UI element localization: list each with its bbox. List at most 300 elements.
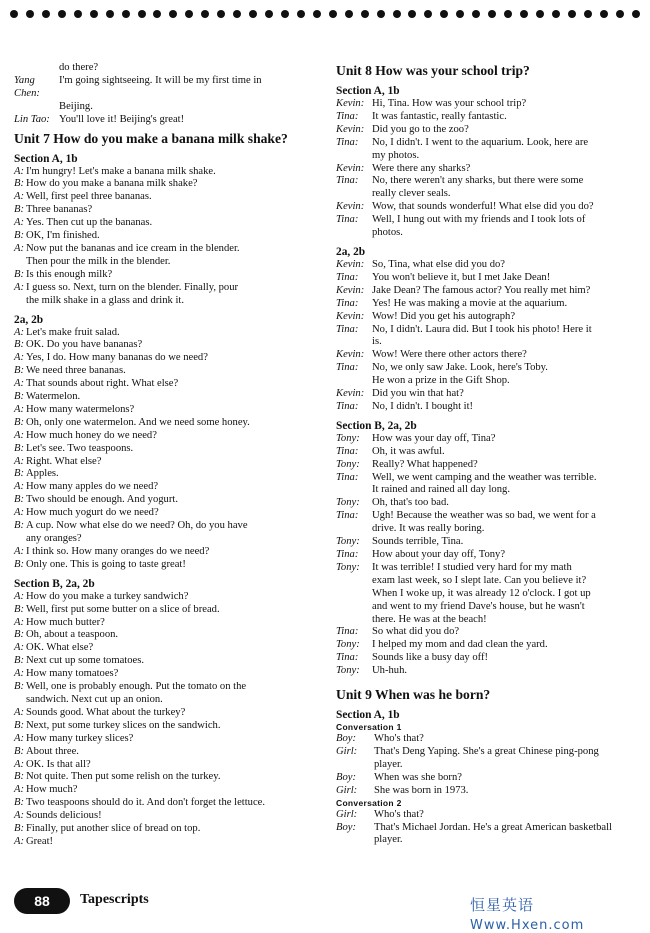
speaker-label: B: (14, 416, 24, 428)
dialogue-text: Two should be enough. And yogurt. (26, 494, 178, 506)
dialogue-text: You'll love it! Beijing's great! (59, 113, 185, 125)
section-heading: Section A, 1b (336, 85, 400, 97)
dialogue-line (14, 178, 314, 191)
dialogue-line (14, 75, 314, 101)
dialogue-text: OK, I'm finished. (26, 230, 100, 242)
speaker-label: B: (14, 629, 24, 641)
speaker-label (14, 694, 26, 707)
speaker-label (336, 575, 372, 588)
dialogue-line (14, 642, 314, 655)
dialogue-text: the milk shake in a glass and drink it. (26, 294, 184, 306)
dialogue-text: my photos. (372, 149, 420, 161)
dialogue-text: How about your day off, Tony? (372, 549, 506, 560)
border-dot (265, 10, 273, 18)
dialogue-text: sandwich. Next cut up an onion. (26, 693, 163, 705)
unit8-sections (336, 84, 634, 678)
dialogue-line (14, 191, 314, 204)
watermark (470, 894, 650, 933)
border-dot (106, 10, 114, 18)
dialogue-text: Now put the bananas and ice cream in the blender. (26, 242, 240, 254)
dialogue-line (14, 494, 314, 507)
speaker-label (14, 101, 59, 114)
dialogue-text: How many watermelons? (26, 403, 135, 415)
dialogue-text: That sounds about right. What else? (26, 378, 179, 390)
speaker-label: Tony: (336, 639, 360, 651)
dialogue-line (14, 365, 314, 378)
border-dot (217, 10, 225, 18)
dialogue-text: Then pour the milk in the blender. (26, 255, 171, 267)
dialogue-line (14, 295, 314, 308)
dialogue-line (336, 510, 634, 523)
speaker-label: Tony: (336, 432, 360, 444)
border-dot (281, 10, 289, 18)
dialogue-text: When was she born? (374, 771, 462, 783)
speaker-label: Girl: (336, 745, 358, 757)
border-dot (377, 10, 385, 18)
dialogue-text: So what did you do? (372, 626, 460, 638)
dialogue-text: It rained and rained all day long. (372, 484, 510, 496)
dialogue-text: any oranges? (26, 533, 82, 544)
speaker-label: Tina: (336, 400, 359, 412)
speaker-label: A: (14, 281, 24, 293)
dialogue-text: Finally, put another slice of bread on top. (26, 823, 201, 835)
dialogue-text: Well, we went camping and the weather was terrible. (372, 471, 597, 483)
dialogue-line (14, 404, 314, 417)
speaker-label: Tony: (336, 458, 360, 470)
dialogue-line (14, 707, 314, 720)
speaker-label: Tina: (336, 214, 359, 226)
dialogue-text: Wow! Did you get his autograph? (372, 310, 516, 322)
border-dot (26, 10, 34, 18)
dialogue-text: Who's that? (374, 808, 424, 820)
dialogue-text: Oh, it was awful. (372, 445, 445, 457)
speaker-label: A: (14, 616, 24, 628)
page-number-badge (14, 888, 70, 914)
border-dot (138, 10, 146, 18)
dialogue-text: player. (374, 834, 403, 846)
dialogue-text: Oh, about a teaspoon. (26, 629, 119, 641)
dialogue-text: Ugh! Because the weather was so bad, we went for a (372, 510, 596, 522)
dialogue-line (336, 614, 634, 627)
speaker-label: A: (14, 352, 24, 364)
dialogue-text: Really? What happened? (372, 458, 478, 470)
dialogue-text: Not quite. Then put some relish on the turkey. (26, 771, 221, 783)
dialogue-line (14, 694, 314, 707)
dialogue-line (14, 62, 314, 75)
speaker-label: Tina: (336, 626, 359, 638)
dialogue-text: I'm hungry! Let's make a banana milk shake. (26, 165, 216, 177)
dialogue-line (336, 227, 634, 240)
dialogue-line (14, 784, 314, 797)
dialogue-text: It was fantastic, really fantastic. (372, 110, 507, 122)
dialogue-text: Sounds good. What about the turkey? (26, 706, 186, 718)
dialogue-text: Uh-huh. (372, 665, 408, 677)
dialogue-text: How much honey do we need? (26, 429, 157, 441)
dialogue-line (14, 591, 314, 604)
speaker-label: B: (14, 204, 24, 216)
speaker-label: Lin Tao: (14, 113, 50, 125)
dialogue-line (14, 166, 314, 179)
speaker-label: A: (14, 784, 24, 796)
dialogue-text: No, there weren't any sharks, but there were some (372, 175, 584, 187)
dialogue-line (14, 443, 314, 456)
unit9-title: Unit 9 When was he born? (336, 687, 491, 703)
speaker-label (14, 62, 59, 75)
speaker-label: A: (14, 706, 24, 718)
dialogue-text: I think so. How many oranges do we need? (26, 545, 210, 557)
speaker-label: A: (14, 191, 24, 203)
speaker-label: Boy: (336, 733, 356, 745)
dialogue-line (14, 269, 314, 282)
border-dot (329, 10, 337, 18)
dialogue-line (336, 175, 634, 188)
dialogue-text: Let's see. Two teaspoons. (26, 442, 134, 454)
dialogue-line (336, 772, 634, 785)
border-dot (456, 10, 464, 18)
speaker-label: B: (14, 558, 24, 570)
section-heading: Section B, 2a, 2b (336, 419, 417, 432)
speaker-label: B: (14, 771, 24, 783)
speaker-label: A: (14, 481, 24, 493)
dialogue-text: Oh, only one watermelon. And we need some honey. (26, 416, 250, 428)
speaker-label: A: (14, 732, 24, 744)
speaker-label: Tina: (336, 323, 359, 335)
dialogue-line (14, 810, 314, 823)
speaker-label: Tina: (336, 445, 359, 457)
dialogue-line (14, 507, 314, 520)
dialogue-line (336, 626, 634, 639)
dialogue-line (14, 771, 314, 784)
dialogue-text: Jake Dean? The famous actor? You really met him? (372, 284, 591, 296)
speaker-label: Tony: (336, 665, 360, 677)
speaker-label (336, 588, 372, 601)
dialogue-text: Is this enough milk? (26, 268, 113, 280)
border-dot (58, 10, 66, 18)
speaker-label (14, 533, 26, 546)
speaker-label: Girl: (336, 784, 358, 796)
border-dot (185, 10, 193, 18)
dialogue-line (14, 282, 314, 295)
dialogue-text: He won a prize in the Gift Shop. (372, 375, 510, 387)
speaker-label (336, 601, 372, 614)
conversation-label: Conversation 2 (336, 797, 402, 808)
dialogue-text: Yes, I do. How many bananas do we need? (26, 352, 208, 364)
dialogue-text: Were there any sharks? (372, 162, 471, 174)
dialogue-text: Oh, that's too bad. (372, 497, 449, 509)
dialogue-line (14, 720, 314, 733)
speaker-label (336, 188, 372, 201)
dialogue-line (14, 114, 314, 127)
speaker-label: Tina: (336, 271, 359, 283)
dialogue-line (14, 352, 314, 365)
speaker-label (336, 484, 372, 497)
right-column (336, 62, 634, 847)
dialogue-line (14, 256, 314, 269)
border-dot (361, 10, 369, 18)
speaker-label: A: (14, 326, 24, 338)
watermark-cn: 恒星英语 (470, 896, 535, 914)
speaker-label (336, 336, 372, 349)
speaker-label: Yang Chen: (14, 74, 40, 99)
conversation-label: Conversation 1 (336, 722, 402, 733)
dialogue-text: Who's that? (374, 733, 424, 745)
dialogue-text: exam last week, so I slept late. Can you believe it? (372, 574, 587, 586)
dialogue-text: photos. (372, 227, 403, 239)
border-dot (313, 10, 321, 18)
dialogue-text: Sounds terrible, Tina. (372, 536, 464, 548)
border-dot (74, 10, 82, 18)
dialogue-line (336, 834, 634, 847)
dialogue-line (336, 785, 634, 798)
speaker-label: B: (14, 494, 24, 506)
dialogue-line (14, 456, 314, 469)
unit7-title: Unit 7 How do you make a banana milk shake? (14, 130, 288, 146)
speaker-label: A: (14, 429, 24, 441)
dialogue-line (336, 388, 634, 401)
border-dot (520, 10, 528, 18)
speaker-label: B: (14, 520, 24, 532)
dialogue-text: It was terrible! I studied very hard for my math (372, 561, 572, 573)
speaker-label: A: (14, 403, 24, 415)
speaker-label: A: (14, 455, 24, 467)
dialogue-text: really clever seals. (372, 188, 451, 200)
dialogue-line (336, 497, 634, 510)
dialogue-text: No, I didn't. Laura did. But I took his photo! Here it (372, 323, 592, 335)
dialogue-line (336, 336, 634, 349)
dialogue-line (336, 375, 634, 388)
dialogue-line (336, 163, 634, 176)
dialogue-text: Did you go to the zoo? (372, 123, 469, 135)
dialogue-text: Well, one is probably enough. Put the tomato on the (26, 681, 247, 693)
speaker-label: B: (14, 745, 24, 757)
dialogue-line (336, 349, 634, 362)
dialogue-line (14, 339, 314, 352)
dialogue-line (14, 417, 314, 430)
dialogue-text: Well, I hung out with my friends and I took lots of (372, 214, 586, 226)
unit9-section-heading: Section A, 1b (336, 709, 400, 722)
speaker-label: B: (14, 268, 24, 280)
page-footer (0, 880, 650, 933)
speaker-label: Tina: (336, 175, 359, 187)
dialogue-line (336, 201, 634, 214)
dialogue-text: player. (374, 758, 403, 770)
dialogue-line (336, 652, 634, 665)
dialogue-line (336, 98, 634, 111)
dialogue-line (336, 809, 634, 822)
speaker-label: A: (14, 507, 24, 519)
border-dot (536, 10, 544, 18)
speaker-label: B: (14, 391, 24, 403)
speaker-label: B: (14, 797, 24, 809)
dialogue-text: Great! (26, 835, 54, 847)
border-dot (424, 10, 432, 18)
dialogue-line (14, 217, 314, 230)
speaker-label: Tony: (336, 561, 360, 573)
dialogue-line (14, 617, 314, 630)
speaker-label (336, 375, 372, 388)
speaker-label: A: (14, 217, 24, 229)
dialogue-text: Apples. (26, 468, 59, 480)
dialogue-line (14, 533, 314, 546)
dialogue-text: How much butter? (26, 616, 105, 628)
dialogue-text: How do you make a banana milk shake? (26, 178, 198, 190)
speaker-label (336, 759, 374, 772)
dialogue-text: Two teaspoons should do it. And don't forget the lettuce. (26, 797, 266, 809)
footer-label: Tapescripts (80, 892, 149, 907)
dialogue-text: Right. What else? (26, 455, 102, 467)
dialogue-text: Hi, Tina. How was your school trip? (372, 98, 527, 109)
speaker-label: B: (14, 468, 24, 480)
speaker-label (336, 227, 372, 240)
border-dot (90, 10, 98, 18)
dialogue-line (336, 575, 634, 588)
speaker-label: Kevin: (336, 201, 365, 213)
dialogue-text: Yes! He was making a movie at the aquarium. (372, 297, 568, 309)
left-column (14, 62, 314, 849)
dialogue-text: Beijing. (59, 100, 93, 112)
speaker-label: A: (14, 810, 24, 822)
speaker-label: B: (14, 365, 24, 377)
dialogue-text: A cup. Now what else do we need? Oh, do you have (26, 520, 248, 532)
section-heading: Section A, 1b (14, 152, 78, 165)
dialogue-line (336, 124, 634, 137)
border-dot (632, 10, 640, 18)
dialogue-line (336, 588, 634, 601)
dialogue-text: OK. Is that all? (26, 758, 91, 770)
unit9-conversations (336, 722, 634, 847)
dialogue-line (336, 733, 634, 746)
border-dot (472, 10, 480, 18)
watermark-url: Www.Hxen.com (470, 918, 585, 933)
border-dot (600, 10, 608, 18)
dialogue-line (336, 298, 634, 311)
page-number: 88 (34, 893, 50, 909)
speaker-label: B: (14, 681, 24, 693)
border-dot (10, 10, 18, 18)
speaker-label (336, 150, 372, 163)
dialogue-line (336, 285, 634, 298)
dialogue-text: Well, first put some butter on a slice of bread. (26, 603, 220, 615)
speaker-label: B: (14, 442, 24, 454)
dialogue-line (336, 324, 634, 337)
dialogue-line (14, 823, 314, 836)
dialogue-line (336, 362, 634, 375)
speaker-label: B: (14, 823, 24, 835)
border-dot (153, 10, 161, 18)
dialogue-text: Let's make fruit salad. (26, 326, 120, 338)
dialogue-line (14, 604, 314, 617)
dialogue-text: You won't believe it, but I met Jake Dean! (372, 271, 551, 283)
speaker-label: B: (14, 719, 24, 731)
dialogue-line (336, 665, 634, 678)
dialogue-text: OK. Do you have bananas? (26, 339, 143, 351)
border-dot (345, 10, 353, 18)
dialogue-text: OK. What else? (26, 642, 94, 654)
dialogue-line (14, 559, 314, 572)
border-dot (393, 10, 401, 18)
speaker-label: Kevin: (336, 258, 365, 270)
dialogue-line (14, 101, 314, 114)
dialogue-line (336, 150, 634, 163)
dialogue-text: Yes. Then cut up the bananas. (26, 217, 153, 229)
speaker-label: Tony: (336, 536, 360, 548)
dialogue-line (14, 327, 314, 340)
speaker-label: A: (14, 242, 24, 254)
dialogue-text: Did you win that hat? (372, 388, 464, 400)
dialogue-line (14, 243, 314, 256)
border-dot (249, 10, 257, 18)
speaker-label: Boy: (336, 771, 356, 783)
dialogue-text: drive. It was really boring. (372, 523, 485, 535)
border-dot (488, 10, 496, 18)
speaker-label (336, 523, 372, 536)
speaker-label: Tina: (336, 110, 359, 122)
dialogue-line (336, 601, 634, 614)
border-dot (504, 10, 512, 18)
dialogue-text: No, I didn't. I bought it! (372, 400, 474, 412)
speaker-label: Tony: (336, 497, 360, 509)
dialogue-text: That's Deng Yaping. She's a great Chinese ping-pong (374, 745, 599, 757)
speaker-label: B: (14, 230, 24, 242)
speaker-label (14, 295, 26, 308)
dialogue-line (336, 188, 634, 201)
speaker-label (14, 256, 26, 269)
dialogue-text: She was born in 1973. (374, 784, 469, 796)
speaker-label: Kevin: (336, 123, 365, 135)
dialogue-text: do there? (59, 62, 99, 73)
dialogue-text: When I woke up, it was already 12 o'clock. I got up (372, 587, 591, 599)
dialogue-line (336, 472, 634, 485)
dialogue-text: How much? (26, 784, 78, 796)
speaker-label: B: (14, 655, 24, 667)
dialogue-line (336, 484, 634, 497)
border-dot (616, 10, 624, 18)
dialogue-line (14, 546, 314, 559)
dialogue-text: That's Michael Jordan. He's a great American basketball (374, 821, 612, 833)
dialogue-line (336, 536, 634, 549)
speaker-label: A: (14, 590, 24, 602)
border-dot (552, 10, 560, 18)
dialogue-text: Wow, that sounds wonderful! What else did you do? (372, 201, 594, 213)
speaker-label: Tina: (336, 136, 359, 148)
dialogue-line (336, 523, 634, 536)
dialogue-line (14, 655, 314, 668)
speaker-label: Tina: (336, 362, 359, 374)
speaker-label: B: (14, 603, 24, 615)
dialogue-text: We need three bananas. (26, 365, 126, 377)
border-dot (297, 10, 305, 18)
speaker-label: Tina: (336, 471, 359, 483)
dialogue-line (14, 430, 314, 443)
dialogue-line (14, 629, 314, 642)
speaker-label: A: (14, 835, 24, 847)
speaker-label: Boy: (336, 821, 356, 833)
speaker-label: Tina: (336, 549, 359, 560)
dialogue-text: Next cut up some tomatoes. (26, 655, 144, 667)
dialogue-line (336, 746, 634, 759)
border-dot (568, 10, 576, 18)
dialogue-line (336, 214, 634, 227)
dialogue-line (336, 272, 634, 285)
dialogue-line (336, 549, 634, 562)
dialogue-line (14, 481, 314, 494)
dialogue-line (336, 446, 634, 459)
border-dot (408, 10, 416, 18)
dialogue-text: How many apples do we need? (26, 481, 159, 493)
speaker-label: Kevin: (336, 162, 365, 174)
border-dot (440, 10, 448, 18)
dialogue-line (336, 459, 634, 472)
